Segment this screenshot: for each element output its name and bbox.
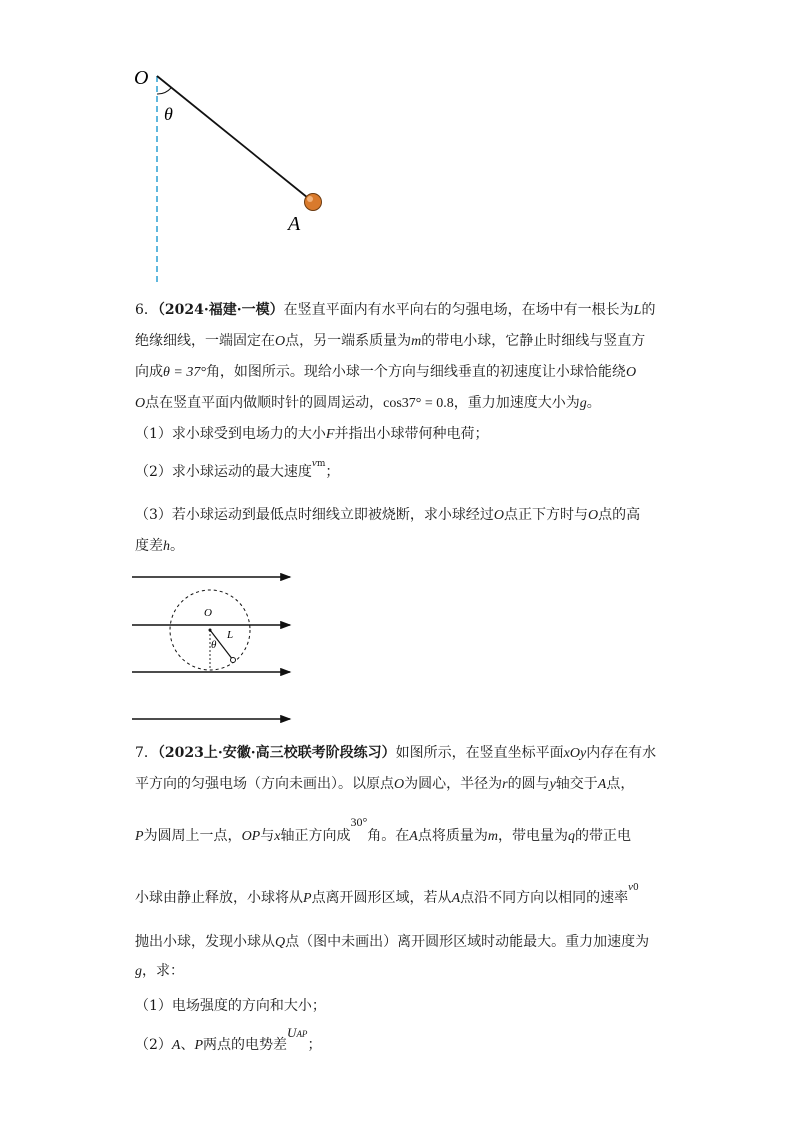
q6-text: 点在竖直平面内做顺时针的圆周运动， [145,395,384,411]
q6-var-O: O [135,396,146,411]
q7-text: 两点的电势差 [203,1037,288,1053]
q7-var-g: g [135,964,142,979]
q7-text: 内存在有水 [586,745,657,761]
q7-text: 抛出小球，发现小球从 [135,934,275,950]
q7-line-4 [135,881,639,910]
q6-text: （2）求小球运动的最大速度 [135,464,312,480]
q6-line-3 [135,362,636,383]
q6-line-4 [135,393,601,414]
q6-text: 的 [641,302,656,318]
string-line [157,76,313,202]
q6-text: 角，如图所示。现给小球一个方向与细线垂直的初速度让小球恰能绕 [205,364,626,380]
q6-sub-2 [135,457,340,484]
q7-var-v0-sub: 0 [633,883,639,893]
q6-var-O: O [275,334,286,349]
q7-sub-2 [135,1025,322,1056]
q7-line-1 [135,743,656,764]
q7-var-x: x [274,829,281,844]
q7-line-5 [135,932,649,953]
q6-var-F: F [325,427,335,442]
q7-text: 小球由静止释放，小球将从 [135,890,303,906]
q6-text: 。 [586,395,601,411]
q6-text: 。 [170,538,184,554]
q7-line-6 [135,961,184,982]
q6-line-2 [135,331,645,352]
q6-text: 点的高 [598,507,641,523]
q7-text: （1）电场强度的方向和大小； [135,998,326,1014]
q6-number: 6． [135,302,158,318]
q7-var-A: A [171,1038,181,1053]
q7-text: 点沿不同方向以相同的速率 [460,890,629,906]
q6-var-O: O [625,365,637,380]
q6-var-L: L [633,303,642,318]
q6-text: 向成 [135,364,163,380]
q6-text: 点，另一端系质量为 [285,333,412,349]
q7-text: ，求： [142,963,184,979]
pivot-point [209,629,212,632]
q6-var-m: m [411,334,422,349]
q6-text: （3）若小球运动到最低点时细线立即被烧断，求小球经过 [135,507,494,523]
q7-line-2 [135,774,634,795]
q7-angle: 30° [350,815,368,829]
q6-text: （1）求小球受到电场力的大小 [135,426,326,442]
q7-var-U: U [287,1025,297,1040]
q7-var-A: A [597,777,607,792]
q7-var-P: P [194,1038,204,1053]
q7-text: 平方向的匀强电场（方向未画出）。以原点 [135,776,394,792]
q7-text: （2） [135,1037,172,1053]
q7-text: 的带正电 [574,828,631,844]
q7-var-O: O [394,777,405,792]
q7-var-m: m [487,829,498,844]
q7-text: 为圆周上一点， [143,828,242,844]
q6-cos-expr: cos37° = 0.8 [383,396,454,411]
q7-var-Q: Q [275,935,286,950]
q7-sub-1 [135,996,326,1016]
q7-text: 、 [180,1037,195,1053]
q7-text: 轴交于 [555,776,598,792]
q6-var-g: g [579,396,587,411]
q7-text: 的圆与 [507,776,550,792]
q7-text: 与 [260,828,275,844]
q7-number: 7． [135,745,158,761]
q7-var-A: A [451,891,461,906]
q7-text: 点离开圆形区域，若从 [311,890,452,906]
q7-text: 角。在 [367,828,410,844]
q6-theta-eq: θ = 37° [163,365,206,380]
pendulum-figure [120,60,340,290]
q6-sub-3-cont [135,536,184,557]
q7-var-P: P [135,829,144,844]
q6-source: （2024·福建·一模） [157,302,284,318]
label-theta-2: θ [211,639,217,651]
q6-text: 点正下方时与 [504,507,589,523]
q7-text: 点将质量为 [417,828,488,844]
q7-text: 如图所示，在竖直坐标平面 [395,745,564,761]
label-O: O [134,67,149,89]
q7-var-A: A [409,829,418,844]
q6-line-1 [135,300,655,321]
q7-var-r: r [502,777,508,792]
q7-var-q: q [567,829,575,844]
q7-text: 为圆心，半径为 [404,776,503,792]
q7-line-3 [135,815,631,847]
q6-sub-3 [135,505,640,526]
q6-text: 的带电小球，它静止时细线与竖直方 [421,333,646,349]
q7-var-y: y [549,777,556,792]
q7-var-v0: v [628,881,634,893]
q7-text: 点， [606,776,635,792]
q7-text: 轴正方向成 [280,828,351,844]
q6-text: ，重力加速度大小为 [453,395,580,411]
q6-var-h: h [163,539,170,554]
q7-var-P: P [303,891,312,906]
ball-highlight [307,196,313,202]
small-ball [231,658,236,663]
label-theta: θ [164,104,173,124]
q7-text: ，带电量为 [497,828,568,844]
q7-var-OP: OP [241,829,261,844]
q7-var-xOy: xOy [563,746,587,761]
q6-text: ； [325,464,340,480]
q6-var-v-sub: m [316,459,326,469]
q6-var-O: O [493,508,505,523]
q6-var-O: O [588,508,599,523]
label-A: A [288,213,301,235]
q6-var-v: v [311,457,317,469]
angle-arc [157,88,171,94]
q6-text: 在竖直平面内有水平向右的匀强电场，在场中有一根长为 [283,302,634,318]
label-O-2: O [204,607,212,619]
q6-text: 并指出小球带何种电荷； [334,426,489,442]
label-L: L [227,629,234,641]
q6-text: 度差 [135,538,163,554]
circular-motion-figure [128,568,298,728]
charged-ball [305,194,322,211]
q7-source: （2023上·安徽·高三校联考阶段练习） [157,745,396,761]
q7-var-U-sub: AP [296,1029,308,1039]
q7-text: ； [307,1037,322,1053]
q6-text: 绝缘细线，一端固定在 [135,333,275,349]
q7-text: 点（图中未画出）离开圆形区域时动能最大。重力加速度为 [285,934,650,950]
q6-sub-1 [135,424,488,445]
